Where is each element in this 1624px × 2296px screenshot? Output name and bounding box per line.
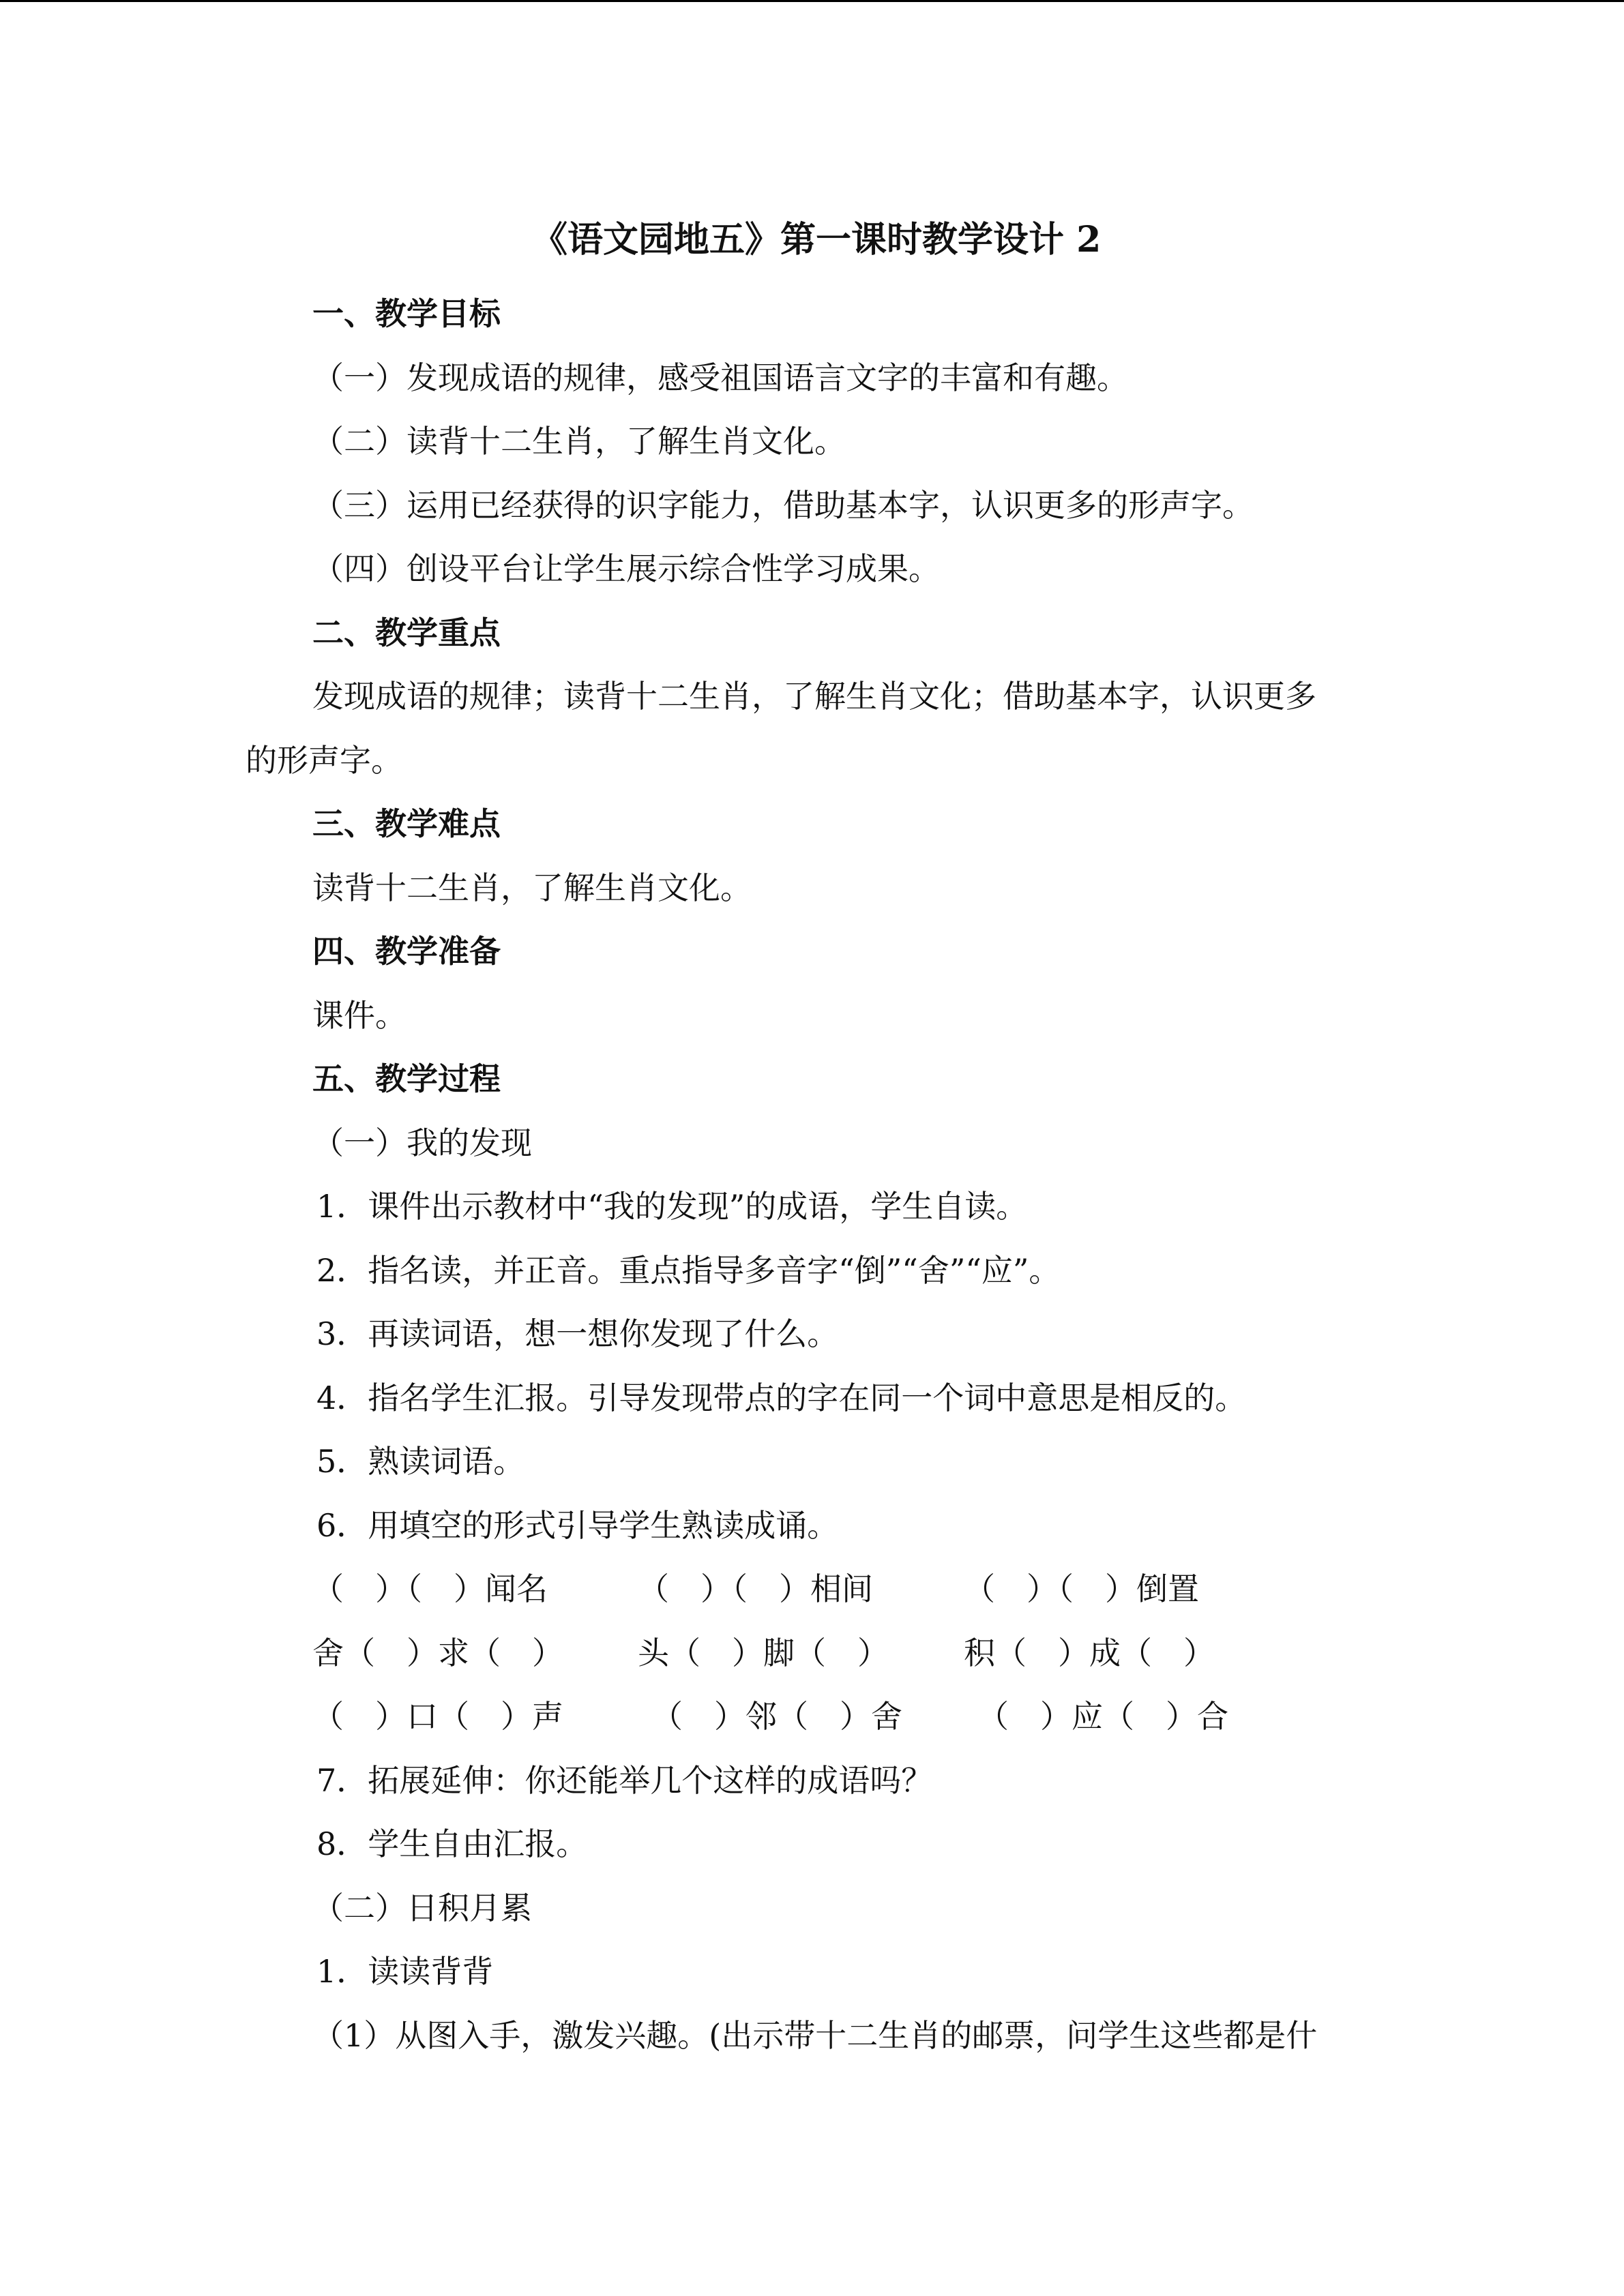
process-step-7: 7．拓展延伸：你还能举几个这样的成语吗？ [316,1762,933,1799]
fill-cell-r2c3: 积（ ）成（ ） [964,1635,1215,1671]
accumulation-item-1: （1）从图入手，激发兴趣。(出示带十二生肖的邮票，问学生这些都是什 [312,2017,1318,2054]
heading-difficulties: 三、教学难点 [312,805,501,842]
process-step-1: 1．课件出示教材中“我的发现”的成语，学生自读。 [316,1188,1028,1225]
page-title: 《语文园地五》第一课时教学设计 2 [532,219,1102,260]
fill-cell-r3c2: （ ）邻（ ）舍 [651,1698,902,1735]
page-top-border [0,0,1624,2]
fill-cell-r3c3: （ ）应（ ）合 [977,1698,1228,1735]
process-step-2: 2．指名读，并正音。重点指导多音字“倒”“舍”“应”。 [316,1252,1061,1289]
process-step-3: 3．再读词语，想一想你发现了什么。 [316,1315,839,1352]
fill-cell-r2c2: 头（ ）脚（ ） [638,1635,889,1671]
heading-process: 五、教学过程 [312,1060,501,1097]
key-points-text-line2: 的形声字。 [246,742,402,779]
accumulation-step-1: 1．读读背背 [316,1953,494,1990]
difficulties-text: 读背十二生肖，了解生肖文化。 [312,869,752,906]
fill-cell-r1c2: （ ）（ ）相间 [638,1570,873,1607]
fill-cell-r1c1: （ ）（ ）闻名 [312,1570,548,1607]
key-points-text-line1: 发现成语的规律；读背十二生肖，了解生肖文化；借助基本字，认识更多 [312,678,1316,715]
process-step-8: 8．学生自由汇报。 [316,1825,588,1862]
fill-cell-r3c1: （ ）口（ ）声 [312,1698,563,1735]
objective-4: （四）创设平台让学生展示综合性学习成果。 [312,550,940,587]
preparation-text: 课件。 [312,997,407,1034]
objective-2: （二）读背十二生肖，了解生肖文化。 [312,423,846,460]
objective-1: （一）发现成语的规律，感受祖国语言文字的丰富和有趣。 [312,359,1128,396]
process-sub-accumulation: （二）日积月累 [312,1890,532,1926]
heading-key-points: 二、教学重点 [312,614,501,651]
process-sub-discovery: （一）我的发现 [312,1124,532,1161]
heading-objectives: 一、教学目标 [312,295,501,332]
fill-cell-r1c3: （ ）（ ）倒置 [964,1570,1199,1607]
process-step-5: 5．熟读词语。 [316,1443,525,1480]
process-step-4: 4．指名学生汇报。引导发现带点的字在同一个词中意思是相反的。 [316,1380,1247,1416]
objective-3: （三）运用已经获得的识字能力，借助基本字，认识更多的形声字。 [312,487,1254,524]
process-step-6: 6．用填空的形式引导学生熟读成诵。 [316,1507,839,1544]
heading-preparation: 四、教学准备 [312,933,501,970]
fill-cell-r2c1: 舍（ ）求（ ） [312,1635,563,1671]
